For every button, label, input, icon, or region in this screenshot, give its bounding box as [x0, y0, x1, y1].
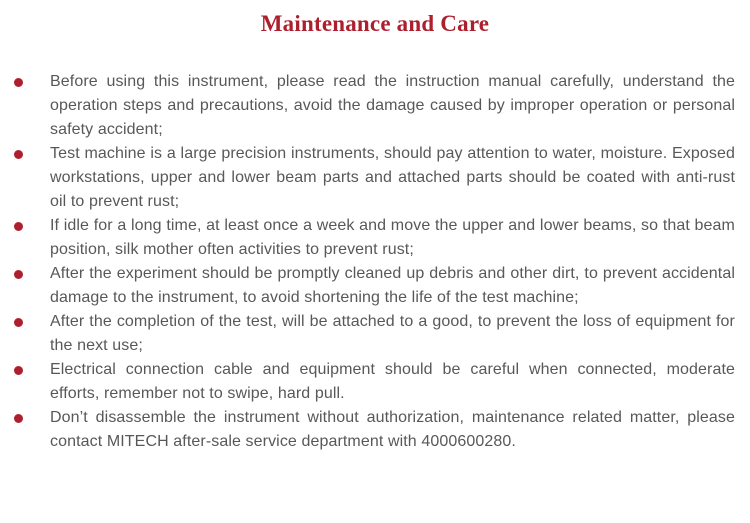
list-item — [14, 142, 735, 214]
bullet-icon — [14, 222, 23, 231]
bullet-icon — [14, 150, 23, 159]
list-item — [14, 262, 735, 310]
list-item — [14, 406, 735, 454]
bullet-icon — [14, 366, 23, 375]
maintenance-page — [0, 9, 750, 523]
list-item-text: If idle for a long time, at least once a week and move the upper and lower beams, so that beam position, silk mother often activities to prevent rust; — [50, 217, 735, 258]
list-item-text: Electrical connection cable and equipment should be careful when connected, moderate efforts, remember not to swipe, hard pull. — [50, 361, 735, 402]
list-item — [14, 214, 735, 262]
list-item-text: Test machine is a large precision instruments, should pay attention to water, moisture. Exposed workstations, upper and lower beam parts and attached parts should be coated with anti-rust oil to prevent rust; — [50, 145, 735, 210]
list-item — [14, 310, 735, 358]
list-item-text: Before using this instrument, please read the instruction manual carefully, understand the operation steps and precautions, avoid the damage caused by improper operation or personal safety accident; — [50, 73, 735, 138]
list-item — [14, 70, 735, 142]
maintenance-list — [0, 70, 750, 454]
bullet-icon — [14, 270, 23, 279]
bullet-icon — [14, 78, 23, 87]
list-item-text: After the experiment should be promptly cleaned up debris and other dirt, to prevent accidental damage to the instrument, to avoid shortening the life of the test machine; — [50, 265, 735, 306]
list-item-text: Don’t disassemble the instrument without authorization, maintenance related matter, please contact MITECH after-sale service department with 4000600280. — [50, 409, 735, 450]
bullet-icon — [14, 414, 23, 423]
list-item — [14, 358, 735, 406]
bullet-icon — [14, 318, 23, 327]
list-item-text: After the completion of the test, will be attached to a good, to prevent the loss of equipment for the next use; — [50, 313, 735, 354]
page-title: Maintenance and Care — [260, 11, 490, 36]
